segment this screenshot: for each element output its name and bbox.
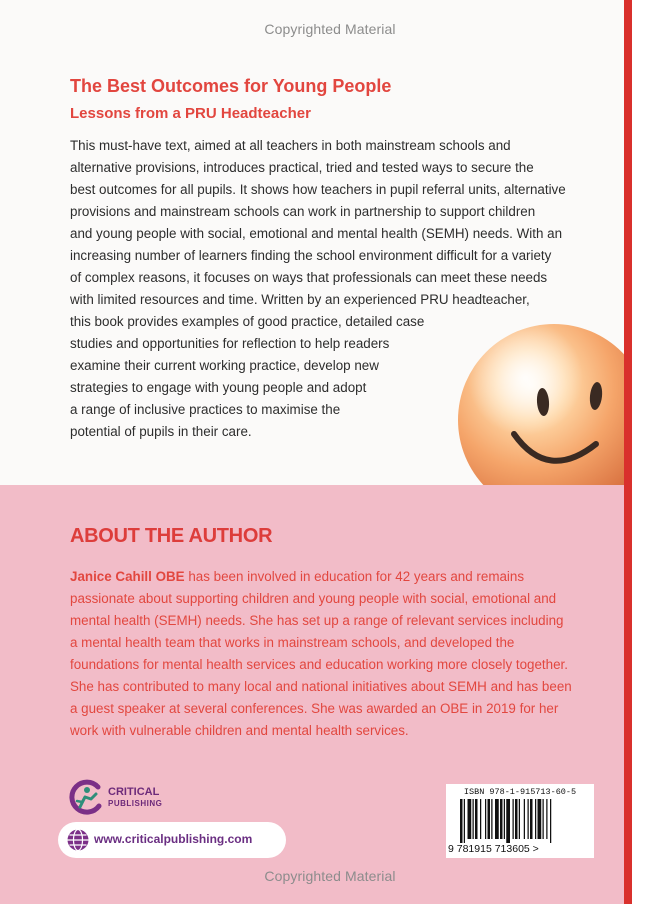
barcode-bar: [460, 799, 463, 843]
barcode-bar: [528, 799, 529, 839]
bio-line: mental health (SEMH) needs. She has set up a range of relevant services including: [70, 613, 564, 628]
barcode-bar: [504, 799, 505, 839]
bio-first-line: has been involved in education for 42 years and remains: [184, 569, 525, 584]
barcode-bar: [491, 799, 492, 839]
critical-publishing-logo: [68, 779, 228, 819]
barcode-bar: [515, 799, 518, 839]
globe-icon: [66, 828, 90, 852]
barcode-bar: [464, 799, 465, 843]
website-url[interactable]: www.criticalpublishing.com: [94, 832, 253, 846]
blurb-line: with limited resources and time. Written by an experienced PRU headteacher,: [70, 292, 530, 307]
barcode-bar: [535, 799, 536, 839]
blurb-line: increasing number of learners finding the school environment difficult for a variety: [70, 248, 552, 263]
bio-line: work with vulnerable children and mental health services.: [70, 723, 409, 738]
blurb-line: examine their current working practice, develop new: [70, 358, 379, 373]
blurb-line: and young people with social, emotional and mental health (SEMH) needs. With an: [70, 226, 563, 241]
author-name: Janice Cahill OBE: [70, 569, 185, 584]
book-title: The Best Outcomes for Young People: [70, 76, 392, 96]
barcode-bar: [468, 799, 472, 839]
logo-line-2: PUBLISHING: [108, 799, 163, 808]
blurb-line: alternative provisions, introduces practical, tried and tested ways to secure the: [70, 160, 534, 175]
barcode-bars: [458, 799, 590, 843]
barcode-bar: [506, 799, 510, 843]
bio-line: a guest speaker at several conferences. She was awarded an OBE in 2019 for her: [70, 701, 559, 716]
blurb-line: best outcomes for all pupils. It shows how teachers in pupil referral units, alternative: [70, 182, 566, 197]
website-pill[interactable]: [58, 822, 286, 858]
barcode-bar: [485, 799, 486, 839]
blurb-line: of complex reasons, it focuses on ways that professionals can meet these needs: [70, 270, 548, 285]
bio-line: passionate about supporting children and young people with social, emotional and: [70, 591, 557, 606]
blurb-line: potential of pupils in their care.: [70, 424, 252, 439]
barcode-bar: [550, 799, 551, 843]
barcode-bar: [475, 799, 478, 839]
page-margin: [632, 0, 660, 904]
blurb-line: a range of inclusive practices to maximise the: [70, 402, 341, 417]
blurb-line: provisions and mainstream schools can work in partnership to support children: [70, 204, 536, 219]
bio-line: She has contributed to many local and national initiatives about SEMH and has been: [70, 679, 572, 694]
book-subtitle: Lessons from a PRU Headteacher: [70, 105, 311, 122]
bio-line: [70, 569, 524, 584]
blurb-line: this book provides examples of good practice, detailed case: [70, 314, 425, 329]
blurb-line: studies and opportunities for reflection to help readers: [70, 336, 390, 351]
barcode-bar: [530, 799, 533, 839]
barcode-bar: [513, 799, 514, 839]
barcode-bar: [473, 799, 474, 839]
spine-edge: [624, 0, 632, 904]
barcode-bar: [538, 799, 542, 839]
isbn-label: ISBN 978-1-915713-60-5: [463, 787, 577, 797]
publisher-logo-icon: [68, 779, 104, 815]
barcode-digits: 9 781915 713605 >: [448, 843, 539, 855]
barcode-bar: [480, 799, 481, 839]
publisher-name: [108, 786, 162, 810]
watermark-top: Copyrighted Material: [264, 21, 396, 37]
about-author-heading: ABOUT THE AUTHOR: [70, 525, 273, 547]
barcode-bar: [543, 799, 544, 839]
watermark-bottom: Copyrighted Material: [264, 868, 396, 884]
blurb-line: strategies to engage with young people and adopt: [70, 380, 367, 395]
barcode-bar: [488, 799, 491, 839]
logo-line-1: CRITICAL: [108, 786, 160, 798]
barcode-bar: [495, 799, 499, 839]
bio-line: a mental health team that works in mainstream schools, and developed the: [70, 635, 515, 650]
barcode-bar: [500, 799, 503, 839]
barcode-bar: [519, 799, 520, 839]
blurb-line: This must-have text, aimed at all teachers in both mainstream schools and: [70, 138, 511, 153]
isbn-barcode: [446, 784, 594, 858]
barcode-bar: [524, 799, 525, 839]
barcode-bar: [546, 799, 547, 839]
bio-line: foundations for mental health services and education working more closely together.: [70, 657, 568, 672]
